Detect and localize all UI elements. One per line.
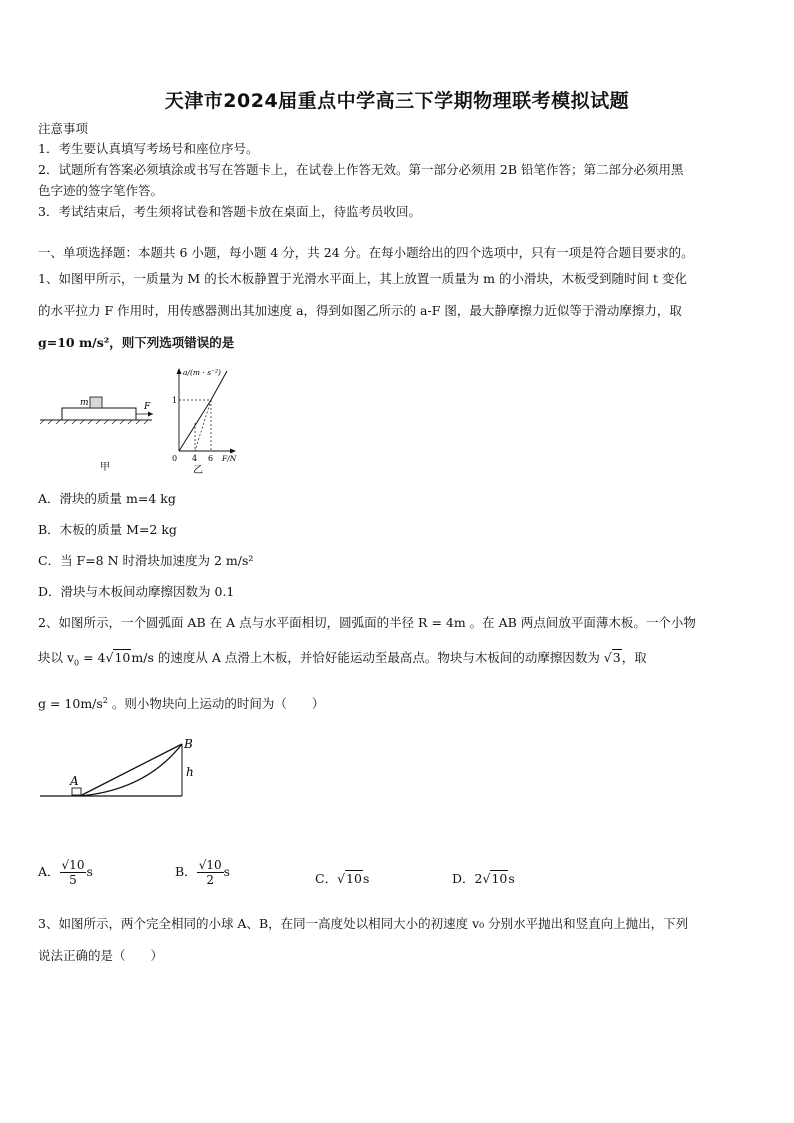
q2-option-b-prefix: B．: [175, 864, 197, 879]
q2-option-d-unit: s: [508, 871, 515, 886]
q2-line2-part-b: = 4: [79, 650, 106, 665]
v0-subscript: 0: [74, 658, 80, 668]
q2-option-a-unit: s: [86, 864, 93, 879]
figure-caption-jia: 甲: [100, 462, 110, 473]
thin-board: [80, 744, 182, 796]
y-tick-label: 1: [172, 396, 178, 405]
q2-line3-part-b: 。则小物块向上运动的时间为（ ）: [107, 696, 325, 712]
q2-option-a-fraction: [60, 858, 87, 887]
notice-item-2: 2．试题所有答案必须填涂或书写在答题卡上，在试卷上作答无效。第一部分必须用 2B 铅笔作答；第二部分必须用黑: [38, 162, 684, 177]
x-tick-label-6: 6: [208, 454, 214, 463]
q1-option-b: B．木板的质量 M=2 kg: [38, 522, 177, 537]
q2-option-b-denominator: 2: [206, 873, 214, 887]
q1-option-d: D．滑块与木板间动摩擦因数为 0.1: [38, 584, 235, 599]
notice-item-3: 3．考试结束后，考生须将试卷和答题卡放在桌面上，待监考员收回。: [38, 204, 421, 219]
q1-text-line3: g=10 m/s²，则下列选项错误的是: [38, 335, 235, 350]
q2-option-b: [175, 858, 230, 887]
q2-line2-part-c: m/s 的速度从 A 点滑上木板，并恰好能运动至最高点。物块与木板间的动摩擦因数为: [131, 650, 604, 665]
q2-option-b-fraction: [197, 858, 224, 887]
q2-option-b-unit: s: [223, 864, 231, 879]
q2-option-d: D．2√10s: [452, 871, 515, 886]
q2-text-line2: 块以 $v_0 = 4√10m/s$ 的速度从 A 点滑上木板，并恰好能运动至最高点。物块与木板间的动摩擦因数为 √3，取: [38, 650, 647, 668]
q2-option-d-sqrt: 10: [491, 871, 508, 886]
q2-option-c-unit: s: [362, 871, 370, 886]
q1-text-line2: 的水平拉力 F 作用时，用传感器测出其加速度 a，得到如图乙所示的 a-F 图，最大静摩擦力近似等于滑动摩擦力，取: [38, 303, 682, 318]
small-object: [72, 788, 81, 795]
page-title: 天津市2024届重点中学高三下学期物理联考模拟试题: [164, 90, 630, 112]
q2-option-a-denominator: 5: [69, 873, 77, 887]
q1-figure-yi: [165, 365, 250, 475]
force-label: F: [144, 402, 151, 412]
q2-line2-part-a: 块以 v: [38, 650, 75, 665]
point-a-label: A: [70, 774, 79, 788]
q2-text-line1: 2、如图所示，一个圆弧面 AB 在 A 点与水平面相切，圆弧面的半径 R = 4m 。在 AB 两点间放平面薄木板。一个小物: [38, 615, 696, 630]
q2-figure: [36, 732, 206, 802]
q2-option-b-numerator: √10: [198, 858, 222, 872]
y-axis-arrowhead: [177, 368, 182, 374]
q2-text-line3: [38, 692, 760, 713]
figure-caption-yi: 乙: [193, 465, 203, 475]
notice-item-2-cont: 色字迹的签字笔作答。: [38, 183, 164, 198]
origin-label: 0: [172, 454, 178, 463]
q1-text-line1: 1、如图甲所示，一质量为 M 的长木板静置于光滑水平面上，其上放置一质量为 m 的小滑块，木板受到随时间 t 变化: [38, 271, 687, 286]
notice-item-1: 1．考生要认真填写考场号和座位序号。: [38, 141, 259, 156]
x-tick-label-4: 4: [192, 454, 198, 463]
height-h-label: h: [186, 765, 194, 779]
y-axis-label: a/(m · s⁻²): [183, 368, 221, 377]
extension-line: [195, 400, 211, 451]
q2-option-c: C．√10s: [315, 871, 370, 886]
q2-option-a: [38, 858, 93, 887]
force-arrowhead: [148, 412, 153, 417]
notice-heading: 注意事项: [38, 121, 89, 136]
q2-line3-part-a: g = 10m/s: [38, 696, 103, 712]
q1-option-a: A．滑块的质量 m=4 kg: [38, 491, 176, 506]
q1-figure-jia: [40, 380, 170, 475]
q2-option-c-prefix: C．: [315, 871, 338, 886]
long-board: [62, 408, 136, 420]
q2-option-c-sqrt: 10: [346, 871, 362, 886]
g-unit-superscript: 2: [102, 696, 108, 705]
small-block: [90, 397, 102, 408]
q2-option-d-coefficient: 2: [474, 871, 483, 886]
x-axis-arrowhead: [230, 449, 236, 454]
q2-option-a-numerator: √10: [61, 858, 85, 872]
q2-option-a-prefix: A．: [38, 864, 60, 879]
sqrt-10: 10: [114, 650, 131, 665]
section-header: 一、单项选择题：本题共 6 小题，每小题 4 分，共 24 分。在每小题给出的四个选项中，只有一项是符合题目要求的。: [38, 245, 694, 260]
q3-text-line1: 3、如图所示，两个完全相同的小球 A、B，在同一高度处以相同大小的初速度 v₀ 分别水平抛出和竖直向上抛出，下列: [38, 916, 689, 931]
q1-option-c: C．当 F=8 N 时滑块加速度为 2 m/s²: [38, 553, 254, 568]
sqrt-3: 3: [612, 650, 621, 665]
point-b-label: B: [184, 737, 193, 751]
x-axis-label: F/N: [222, 454, 237, 463]
block-mass-label: m: [80, 398, 89, 408]
q2-option-d-prefix: D．: [452, 871, 475, 886]
ground-hatch: [40, 420, 148, 424]
q2-line2-part-d: ，取: [621, 650, 647, 665]
q3-text-line2: 说法正确的是（ ）: [38, 948, 164, 963]
